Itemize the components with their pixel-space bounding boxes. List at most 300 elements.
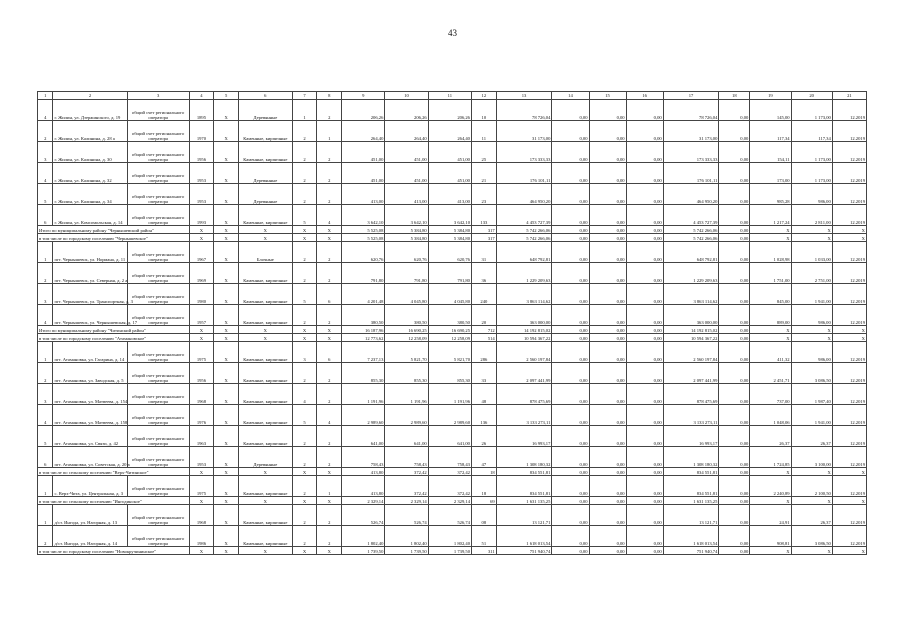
table-cell: д/ст. Ингода, ул. Нагорная, д. 14: [53, 526, 127, 547]
table-cell: Х: [239, 468, 293, 476]
table-cell: 986,00: [791, 305, 832, 326]
table-cell: пгт. Чернышевск, ул. Нормана, д. 11: [53, 242, 127, 263]
table-cell: 986,00: [791, 342, 832, 363]
table-cell: 3 642,10: [342, 205, 385, 226]
table-cell: 2 811,00: [791, 205, 832, 226]
table-cell: 4 045,80: [428, 284, 471, 305]
table-cell: 4 453 727,39: [663, 205, 719, 226]
table-cell: Х: [292, 326, 317, 334]
table-cell: 3 086,50: [791, 363, 832, 384]
subtotal-row: [38, 334, 867, 342]
table-cell: 3 863 114,62: [496, 284, 552, 305]
table-cell: 0,00: [719, 384, 750, 405]
table-cell: 411,32: [750, 342, 791, 363]
table-cell: 317: [471, 226, 496, 234]
table-cell: Каменные, кирпичные: [239, 505, 293, 526]
table-cell: пгт. Атамановка, ул. Матвеева, д. 154: [53, 384, 127, 405]
table-cell: 31: [471, 242, 496, 263]
table-cell: Х: [189, 326, 214, 334]
table-cell: 20: [471, 305, 496, 326]
table-row: [38, 184, 867, 205]
table-cell: общий счет регионального оператора: [127, 205, 189, 226]
table-cell: 0,00: [589, 234, 626, 242]
table-cell: 1 802,40: [385, 526, 428, 547]
column-number: 17: [663, 92, 719, 100]
table-cell: 0,00: [719, 363, 750, 384]
table-cell: г. Жилин, ул. Калинина, д. 32: [53, 163, 127, 184]
table-cell: 0,00: [626, 334, 663, 342]
table-cell: Х: [750, 334, 791, 342]
table-cell: 12.2019: [832, 163, 866, 184]
table-cell: 620,76: [342, 242, 385, 263]
table-cell: 4: [38, 163, 53, 184]
table-cell: 0,00: [552, 505, 589, 526]
table-cell: 0,00: [552, 342, 589, 363]
table-cell: г. Жилин, ул. Комсомольская, д. 14: [53, 205, 127, 226]
table-cell: 1986: [189, 526, 214, 547]
table-cell: 648 792,81: [496, 242, 552, 263]
table-cell: 2: [317, 363, 342, 384]
table-cell: 1970: [189, 121, 214, 142]
table-cell: Х: [292, 547, 317, 555]
table-cell: 1 229 209,63: [663, 263, 719, 284]
table-cell: 0,00: [719, 447, 750, 468]
table-cell: 12.2019: [832, 426, 866, 447]
table-cell: 2: [317, 505, 342, 526]
table-cell: 451,00: [342, 163, 385, 184]
table-cell: 2: [292, 121, 317, 142]
table-cell: 985,28: [750, 184, 791, 205]
table-cell: 0,00: [626, 226, 663, 234]
table-cell: 758,43: [385, 447, 428, 468]
table-cell: 0,00: [719, 334, 750, 342]
table-cell: 1953: [189, 184, 214, 205]
table-cell: 0,00: [552, 326, 589, 334]
table-cell: 0,00: [719, 505, 750, 526]
table-cell: 13 121,71: [496, 505, 552, 526]
subtotal-row: [38, 226, 867, 234]
table-cell: 1956: [189, 142, 214, 163]
table-cell: 758,43: [342, 447, 385, 468]
table-cell: 0,00: [719, 342, 750, 363]
table-cell: 0,00: [719, 526, 750, 547]
table-cell: 12.2019: [832, 505, 866, 526]
table-cell: 0,00: [626, 121, 663, 142]
table-cell: 14 192 815,02: [663, 326, 719, 334]
table-cell: 2: [317, 305, 342, 326]
table-cell: 1975: [189, 342, 214, 363]
table-cell: 12.2019: [832, 363, 866, 384]
subtotal-row: [38, 497, 867, 505]
table-cell: 47: [471, 447, 496, 468]
table-cell: 78 726,04: [663, 100, 719, 121]
table-cell: 2: [292, 526, 317, 547]
table-cell: общий счет регионального оператора: [127, 447, 189, 468]
table-cell: 0,00: [589, 497, 626, 505]
column-number: 6: [239, 92, 293, 100]
table-cell: 1980: [189, 284, 214, 305]
table-cell: Итого по муниципальному району "Чернышевский район": [38, 226, 190, 234]
table-cell: 6: [38, 205, 53, 226]
table-cell: 0,00: [626, 384, 663, 405]
table-cell: 5 821,70: [385, 342, 428, 363]
table-cell: 11: [471, 121, 496, 142]
table-cell: Х: [189, 547, 214, 555]
table-row: [38, 342, 867, 363]
table-cell: 4: [292, 384, 317, 405]
table-cell: 855,30: [342, 363, 385, 384]
table-cell: Х: [317, 226, 342, 234]
table-cell: 2: [292, 447, 317, 468]
table-cell: 0,00: [589, 405, 626, 426]
table-cell: Х: [832, 326, 866, 334]
table-cell: 0,00: [589, 384, 626, 405]
table-cell: 5 821,70: [428, 342, 471, 363]
table-cell: 2 240,89: [750, 476, 791, 497]
table-cell: 6: [317, 342, 342, 363]
table-cell: 0,00: [589, 184, 626, 205]
table-cell: Х: [214, 384, 239, 405]
table-cell: 2 989,60: [428, 405, 471, 426]
table-cell: с. Верх-Чита, ул. Центральная, д. 3: [53, 476, 127, 497]
table-cell: 1953: [189, 447, 214, 468]
table-cell: 0,00: [589, 342, 626, 363]
table-cell: 380,50: [342, 305, 385, 326]
table-cell: 0,00: [589, 363, 626, 384]
table-cell: пгт. Чернышевск, ул. Чернышевская, д. 17: [53, 305, 127, 326]
table-cell: 6: [317, 284, 342, 305]
table-cell: 1895: [189, 100, 214, 121]
table-cell: 2: [38, 363, 53, 384]
table-cell: Х: [189, 497, 214, 505]
table-cell: 12.2019: [832, 263, 866, 284]
table-cell: 23: [471, 184, 496, 205]
table-cell: 31 173,00: [496, 121, 552, 142]
table-cell: 12.2019: [832, 205, 866, 226]
table-cell: 855,30: [385, 363, 428, 384]
table-cell: Х: [317, 326, 342, 334]
table-cell: 3 642,10: [385, 205, 428, 226]
table-cell: Деревянные: [239, 163, 293, 184]
table-cell: 1 308 180,32: [663, 447, 719, 468]
table-cell: 0,00: [589, 426, 626, 447]
table-cell: 834 551,81: [663, 476, 719, 497]
table-cell: Х: [791, 547, 832, 555]
table-cell: пгт. Чернышевск, ул. Транспортная, д. 3: [53, 284, 127, 305]
table-cell: 1 739,50: [385, 547, 428, 555]
table-cell: Х: [189, 468, 214, 476]
table-cell: 834 551,81: [663, 468, 719, 476]
table-cell: 36: [471, 263, 496, 284]
table-cell: 5 525,08: [342, 226, 385, 234]
table-cell: 16 690,25: [428, 326, 471, 334]
table-cell: 2: [317, 163, 342, 184]
table-cell: 14 192 815,02: [496, 326, 552, 334]
table-cell: 0,00: [589, 476, 626, 497]
table-cell: Х: [750, 234, 791, 242]
table-cell: 1993: [189, 205, 214, 226]
table-cell: Каменные, кирпичные: [239, 384, 293, 405]
table-row: [38, 100, 867, 121]
table-cell: 0,00: [719, 326, 750, 334]
table-cell: Х: [292, 234, 317, 242]
table-cell: в том числе по сельскому поселению "Верх-Читинское": [38, 468, 190, 476]
table-cell: 0,00: [589, 305, 626, 326]
table-cell: Х: [214, 447, 239, 468]
table-cell: 24,91: [750, 505, 791, 526]
table-cell: Каменные, кирпичные: [239, 405, 293, 426]
table-cell: Х: [214, 526, 239, 547]
table-cell: 12.2019: [832, 184, 866, 205]
table-cell: 2 451,71: [750, 363, 791, 384]
table-cell: 0,00: [626, 242, 663, 263]
table-cell: 2 329,14: [385, 497, 428, 505]
table-cell: 0,00: [589, 263, 626, 284]
table-cell: 0,00: [626, 263, 663, 284]
table-cell: 0,00: [552, 497, 589, 505]
table-cell: 4: [38, 100, 53, 121]
table-cell: общий счет регионального оператора: [127, 363, 189, 384]
table-cell: 1 229 209,63: [496, 263, 552, 284]
table-cell: 986,00: [791, 184, 832, 205]
table-cell: 2: [292, 242, 317, 263]
table-cell: 16 187,96: [342, 326, 385, 334]
table-cell: пгт. Атамановка, ул. Матвеева, д. 158: [53, 405, 127, 426]
table-cell: 2: [292, 163, 317, 184]
table-cell: 0,00: [719, 263, 750, 284]
table-cell: общий счет регионального оператора: [127, 100, 189, 121]
table-cell: 2: [317, 526, 342, 547]
table-cell: 4: [317, 405, 342, 426]
table-cell: 526,74: [428, 505, 471, 526]
table-cell: Итого по муниципальному району "Читинский район": [38, 326, 190, 334]
table-cell: 0,00: [552, 284, 589, 305]
table-cell: 0,00: [626, 468, 663, 476]
table-cell: 12.2019: [832, 121, 866, 142]
table-cell: 1968: [189, 505, 214, 526]
table-cell: 712: [471, 326, 496, 334]
table-cell: Х: [214, 405, 239, 426]
table-cell: 791,80: [342, 263, 385, 284]
table-cell: Х: [214, 284, 239, 305]
table-cell: 834 551,81: [496, 468, 552, 476]
table-cell: 4: [317, 205, 342, 226]
table-cell: 0,00: [626, 284, 663, 305]
table-cell: 5 384,80: [428, 226, 471, 234]
table-cell: 0,00: [589, 468, 626, 476]
subtotal-row: [38, 468, 867, 476]
table-cell: 0,00: [552, 405, 589, 426]
table-cell: 620,76: [428, 242, 471, 263]
table-cell: 12.2019: [832, 100, 866, 121]
table-cell: 2: [292, 305, 317, 326]
table-cell: 413,00: [385, 184, 428, 205]
table-cell: 1 739,50: [428, 547, 471, 555]
column-number: 19: [750, 92, 791, 100]
table-cell: 173 333,33: [496, 142, 552, 163]
table-cell: 0,00: [719, 142, 750, 163]
column-number: 5: [214, 92, 239, 100]
table-cell: 0,00: [589, 326, 626, 334]
table-cell: 737,00: [750, 384, 791, 405]
table-cell: 1 618 013,54: [663, 526, 719, 547]
table-cell: 2: [317, 447, 342, 468]
table-cell: Х: [214, 234, 239, 242]
table-cell: 0,00: [626, 363, 663, 384]
table-cell: 12 773,62: [342, 334, 385, 342]
table-cell: 0,00: [626, 342, 663, 363]
column-number: 18: [719, 92, 750, 100]
column-number: 2: [53, 92, 127, 100]
table-cell: Каменные, кирпичные: [239, 476, 293, 497]
table-cell: 2: [317, 142, 342, 163]
table-cell: 372,42: [428, 476, 471, 497]
table-cell: Х: [317, 547, 342, 555]
table-cell: Х: [214, 242, 239, 263]
table-cell: 154,11: [750, 142, 791, 163]
table-cell: пгт. Атамановка, ул. Заводская, д. 5: [53, 363, 127, 384]
table-cell: Х: [832, 468, 866, 476]
table-cell: Х: [832, 234, 866, 242]
table-cell: 0,00: [626, 476, 663, 497]
table-cell: 173 333,33: [663, 142, 719, 163]
column-number: 1: [38, 92, 53, 100]
table-cell: Х: [750, 468, 791, 476]
column-number: 20: [791, 92, 832, 100]
table-cell: 1 941,00: [791, 405, 832, 426]
table-cell: 0,00: [552, 426, 589, 447]
table-cell: 0,00: [552, 384, 589, 405]
table-cell: 3 642,10: [428, 205, 471, 226]
table-cell: Х: [189, 226, 214, 234]
table-cell: 878 475,69: [496, 384, 552, 405]
table-row: [38, 426, 867, 447]
table-cell: Х: [750, 547, 791, 555]
table-cell: 5 384,80: [385, 234, 428, 242]
table-cell: 0,00: [719, 163, 750, 184]
table-cell: пгт. Чернышевск, ул. Северная, д. 2 а: [53, 263, 127, 284]
table-cell: 2: [292, 426, 317, 447]
table-cell: Х: [214, 326, 239, 334]
table-cell: Х: [214, 163, 239, 184]
table-cell: 372,42: [428, 468, 471, 476]
table-cell: 5 742 266,06: [663, 226, 719, 234]
table-cell: 2: [292, 263, 317, 284]
column-number: 7: [292, 92, 317, 100]
table-cell: 648 792,81: [663, 242, 719, 263]
table-cell: 1 631 135,25: [496, 497, 552, 505]
table-cell: 0,00: [626, 505, 663, 526]
table-cell: Х: [292, 226, 317, 234]
capital-repair-table: [37, 91, 867, 555]
table-cell: 1 028,98: [750, 242, 791, 263]
table-cell: Х: [791, 226, 832, 234]
table-cell: 3: [38, 384, 53, 405]
table-cell: 1: [38, 505, 53, 526]
table-cell: 1 191,96: [342, 384, 385, 405]
table-cell: 0,00: [552, 447, 589, 468]
table-cell: общий счет регионального оператора: [127, 426, 189, 447]
table-cell: Х: [214, 363, 239, 384]
table-row: [38, 142, 867, 163]
subtotal-row: [38, 326, 867, 334]
table-cell: Х: [214, 184, 239, 205]
subtotal-row: [38, 547, 867, 555]
table-cell: 526,74: [385, 505, 428, 526]
table-cell: г. Жилин, ул. Калинина, д. 28 а: [53, 121, 127, 142]
table-cell: 12.2019: [832, 305, 866, 326]
table-cell: 0,00: [626, 497, 663, 505]
table-cell: 26,37: [791, 505, 832, 526]
table-cell: 451,00: [428, 142, 471, 163]
table-row: [38, 305, 867, 326]
table-cell: 264,40: [342, 121, 385, 142]
table-cell: 1 941,00: [791, 284, 832, 305]
table-cell: 4: [38, 405, 53, 426]
table-row: [38, 263, 867, 284]
table-cell: 2: [38, 263, 53, 284]
table-cell: Каменные, кирпичные: [239, 426, 293, 447]
table-cell: Каменные, кирпичные: [239, 263, 293, 284]
table-row: [38, 242, 867, 263]
table-row: [38, 526, 867, 547]
table-cell: общий счет регионального оператора: [127, 305, 189, 326]
table-cell: 380,50: [385, 305, 428, 326]
table-cell: Х: [317, 334, 342, 342]
table-cell: 1976: [189, 405, 214, 426]
table-cell: 2: [292, 142, 317, 163]
column-number: 15: [589, 92, 626, 100]
table-row: [38, 505, 867, 526]
column-number: 21: [832, 92, 866, 100]
table-cell: 1 191,96: [428, 384, 471, 405]
table-cell: 855,30: [428, 363, 471, 384]
table-cell: 1: [317, 476, 342, 497]
table-cell: 10 594 367,22: [663, 334, 719, 342]
table-cell: Х: [791, 326, 832, 334]
table-cell: 0,00: [552, 334, 589, 342]
table-cell: 5 742 266,06: [496, 234, 552, 242]
table-cell: 1 987,40: [791, 384, 832, 405]
table-cell: Х: [791, 234, 832, 242]
table-cell: пгт. Атамановка, ул. Гагарина, д. 14: [53, 342, 127, 363]
table-cell: общий счет регионального оператора: [127, 263, 189, 284]
table-cell: 0,00: [719, 476, 750, 497]
page-number: 43: [448, 28, 457, 38]
table-cell: 1 191,96: [385, 384, 428, 405]
table-cell: 1 173,00: [791, 142, 832, 163]
table-cell: 641,00: [385, 426, 428, 447]
table-cell: общий счет регионального оператора: [127, 405, 189, 426]
table-cell: 2: [292, 476, 317, 497]
table-cell: 758,43: [428, 447, 471, 468]
table-cell: 363 000,00: [663, 305, 719, 326]
table-cell: Х: [214, 121, 239, 142]
column-number: 3: [127, 92, 189, 100]
table-cell: 0,00: [719, 205, 750, 226]
table-cell: 1968: [189, 384, 214, 405]
table-cell: 5: [38, 184, 53, 205]
table-cell: Х: [832, 547, 866, 555]
table-row: [38, 284, 867, 305]
table-cell: общий счет регионального оператора: [127, 242, 189, 263]
table-cell: 0,00: [589, 100, 626, 121]
table-cell: общий счет регионального оператора: [127, 121, 189, 142]
table-cell: Х: [239, 334, 293, 342]
table-cell: Х: [317, 234, 342, 242]
table-cell: 0,00: [626, 163, 663, 184]
table-cell: Х: [189, 334, 214, 342]
